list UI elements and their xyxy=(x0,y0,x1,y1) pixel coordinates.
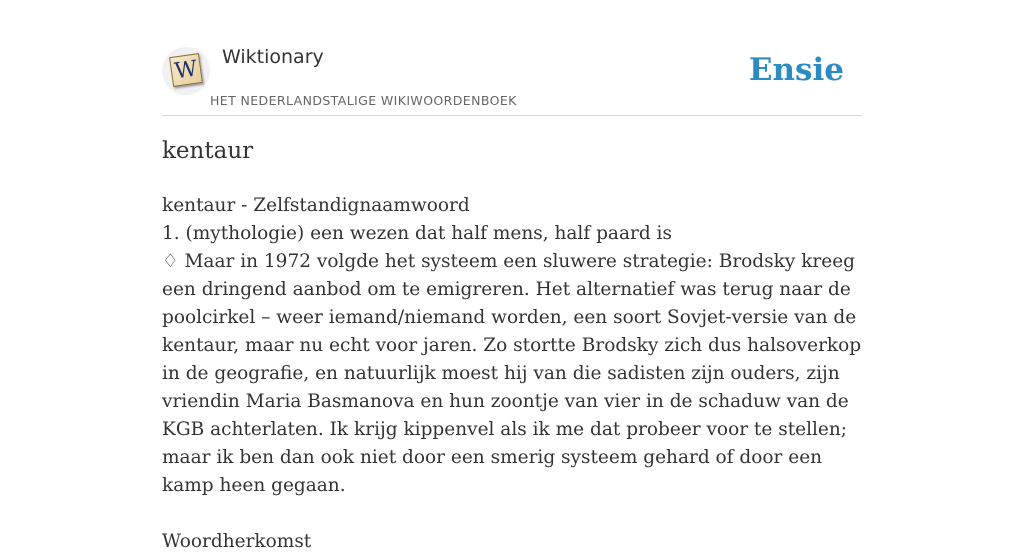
example-quote: ♢ Maar in 1972 volgde het systeem een sluwere strategie: Brodsky kreeg een dringend aanbod om te emigreren. Het alternatief was terug naar de poolcirkel – weer iemand/niemand worden, een soort Sovjet-versie van de kentaur, maar nu echt voor jaren. Zo stortte Brodsky zich dus halsoverkop in de geografie, en natuurlijk moest hij van die sadisten zijn ouders, zijn vriendin Maria Basmanova en hun zoontje van vier in de schaduw van de KGB achterlaten. Ik krijg kippenvel als ik me dat probeer voor te stellen; maar ik ben dan ook niet door een smerig systeem gehard of door een kamp heen gegaan. xyxy=(162,251,862,496)
wiktionary-logo-icon[interactable] xyxy=(162,47,210,95)
logo-tile xyxy=(169,53,203,87)
word-class-line: kentaur - Zelfstandignaamwoord xyxy=(162,195,470,216)
definition: 1. (mythologie) een wezen dat half mens, half paard is xyxy=(162,223,672,244)
entry-content xyxy=(162,192,862,556)
ensie-brand-link[interactable]: Ensie xyxy=(748,52,844,88)
site-header xyxy=(162,40,862,116)
site-subtitle: HET NEDERLANDSTALIGE WIKIWOORDENBOEK xyxy=(210,93,517,108)
logo-letter: W xyxy=(173,56,200,85)
section-heading-etymology: Woordherkomst xyxy=(162,531,312,552)
site-title[interactable]: Wiktionary xyxy=(222,46,324,68)
entry-title: kentaur xyxy=(162,138,254,164)
